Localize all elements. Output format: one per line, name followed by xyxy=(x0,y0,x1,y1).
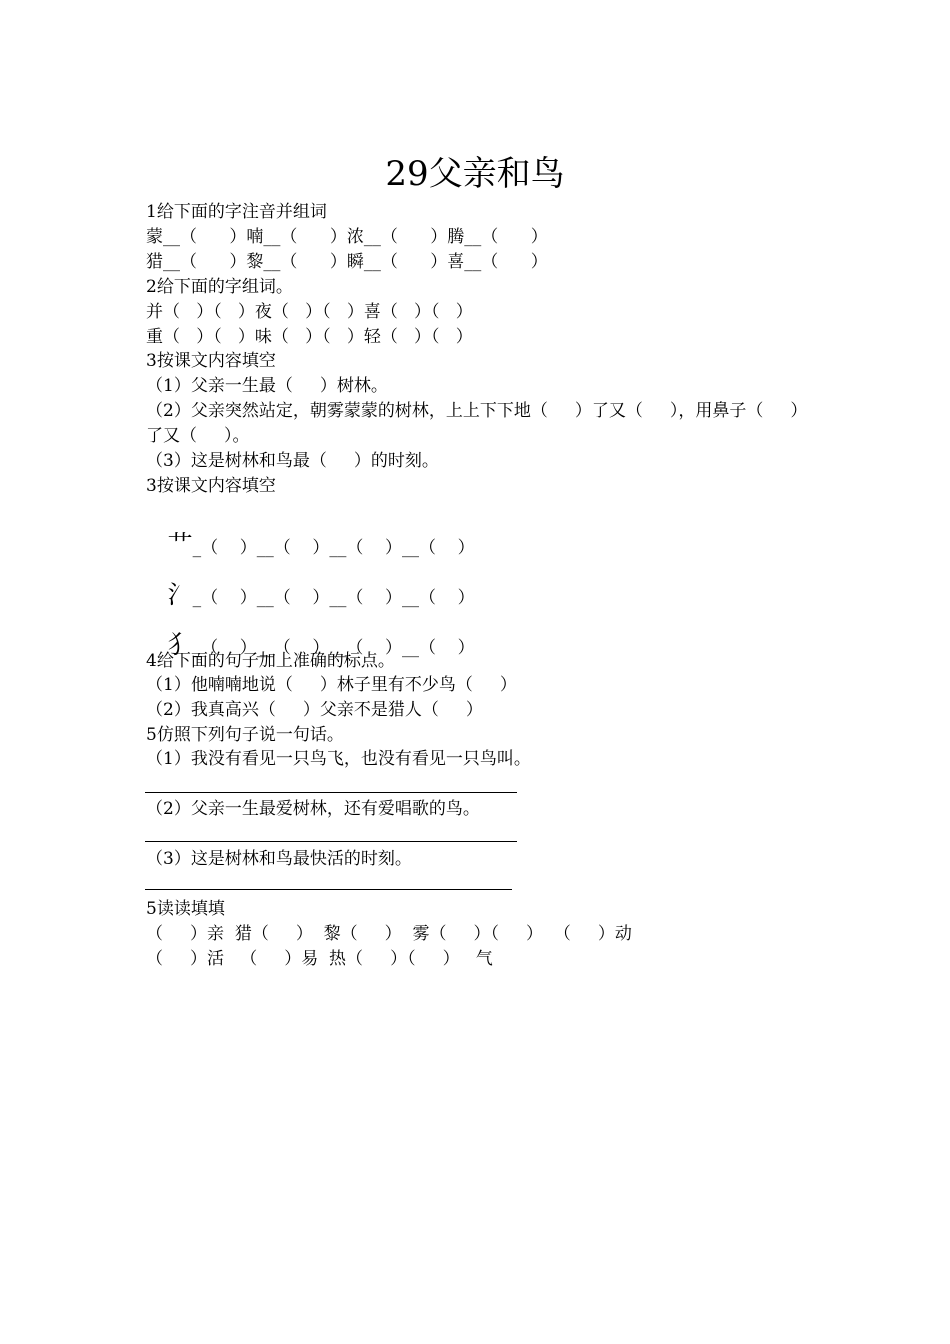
answer-line xyxy=(145,889,512,890)
q5-heading: 5仿照下列句子说一句话。 xyxy=(146,725,344,745)
q3-heading: 3按课文内容填空 xyxy=(146,351,276,371)
radical-char: 氵 xyxy=(167,580,193,609)
radical-char: 犭 xyxy=(167,630,193,659)
radical-blanks: _（ ）__（ ）__（ ）__（ ） xyxy=(192,538,475,558)
q1-row-1: 蒙__（ ）喃__（ ）浓__（ ）腾__（ ） xyxy=(146,227,548,247)
q3b-heading: 3按课文内容填空 xyxy=(146,476,276,496)
q5-line-2: （2）父亲一生最爱树林，还有爱唱歌的鸟。 xyxy=(146,799,480,819)
answer-line xyxy=(145,841,517,842)
q3-line-1: （1）父亲一生最（ ）树林。 xyxy=(146,376,388,396)
q2-row-2: 重（ ）（ ）味（ ）（ ）轻（ ）（ ） xyxy=(146,327,473,347)
q4-line-1: （1）他喃喃地说（ ）林子里有不少鸟（ ） xyxy=(146,675,517,695)
page-title: 29父亲和鸟 xyxy=(385,154,565,194)
q4-line-2: （2）我真高兴（ ）父亲不是猎人（ ） xyxy=(146,700,483,720)
q1-heading: 1给下面的字注音并组词 xyxy=(146,202,327,222)
q2-heading: 2给下面的字组词。 xyxy=(146,277,293,297)
q6-heading: 5读读填填 xyxy=(146,899,225,919)
q4-heading: 4给下面的句子加上准确的标点。 xyxy=(146,651,395,671)
answer-line xyxy=(145,792,517,793)
q3-line-2: （2）父亲突然站定，朝雾蒙蒙的树林，上上下下地（ ）了又（ ），用鼻子（ ） xyxy=(146,401,808,421)
q5-line-3: （3）这是树林和鸟最快活的时刻。 xyxy=(146,849,412,869)
radical-char: 艹 xyxy=(167,530,193,559)
q2-row-1: 并（ ）（ ）夜（ ）（ ）喜（ ）（ ） xyxy=(146,302,473,322)
q1-row-2: 猎__（ ）黎__（ ）瞬__（ ）喜__（ ） xyxy=(146,252,548,272)
radical-blanks: _（ ）__（ ）__（ ）__（ ） xyxy=(192,588,475,608)
radical-blanks: _（ ）__（ ）__（ ）__（ ） xyxy=(192,638,475,658)
q6-row-1: （ ）亲 猎（ ） 黎（ ） 雾（ ）（ ） （ ）动 xyxy=(146,924,632,944)
q6-row-2: （ ）活 （ ）易 热（ ）（ ） 气 xyxy=(146,949,493,969)
q5-line-1: （1）我没有看见一只鸟飞，也没有看见一只鸟叫。 xyxy=(146,749,531,769)
q3-line-3: 了又（ ）。 xyxy=(146,426,250,446)
q3-line-4: （3）这是树林和鸟最（ ）的时刻。 xyxy=(146,451,439,471)
